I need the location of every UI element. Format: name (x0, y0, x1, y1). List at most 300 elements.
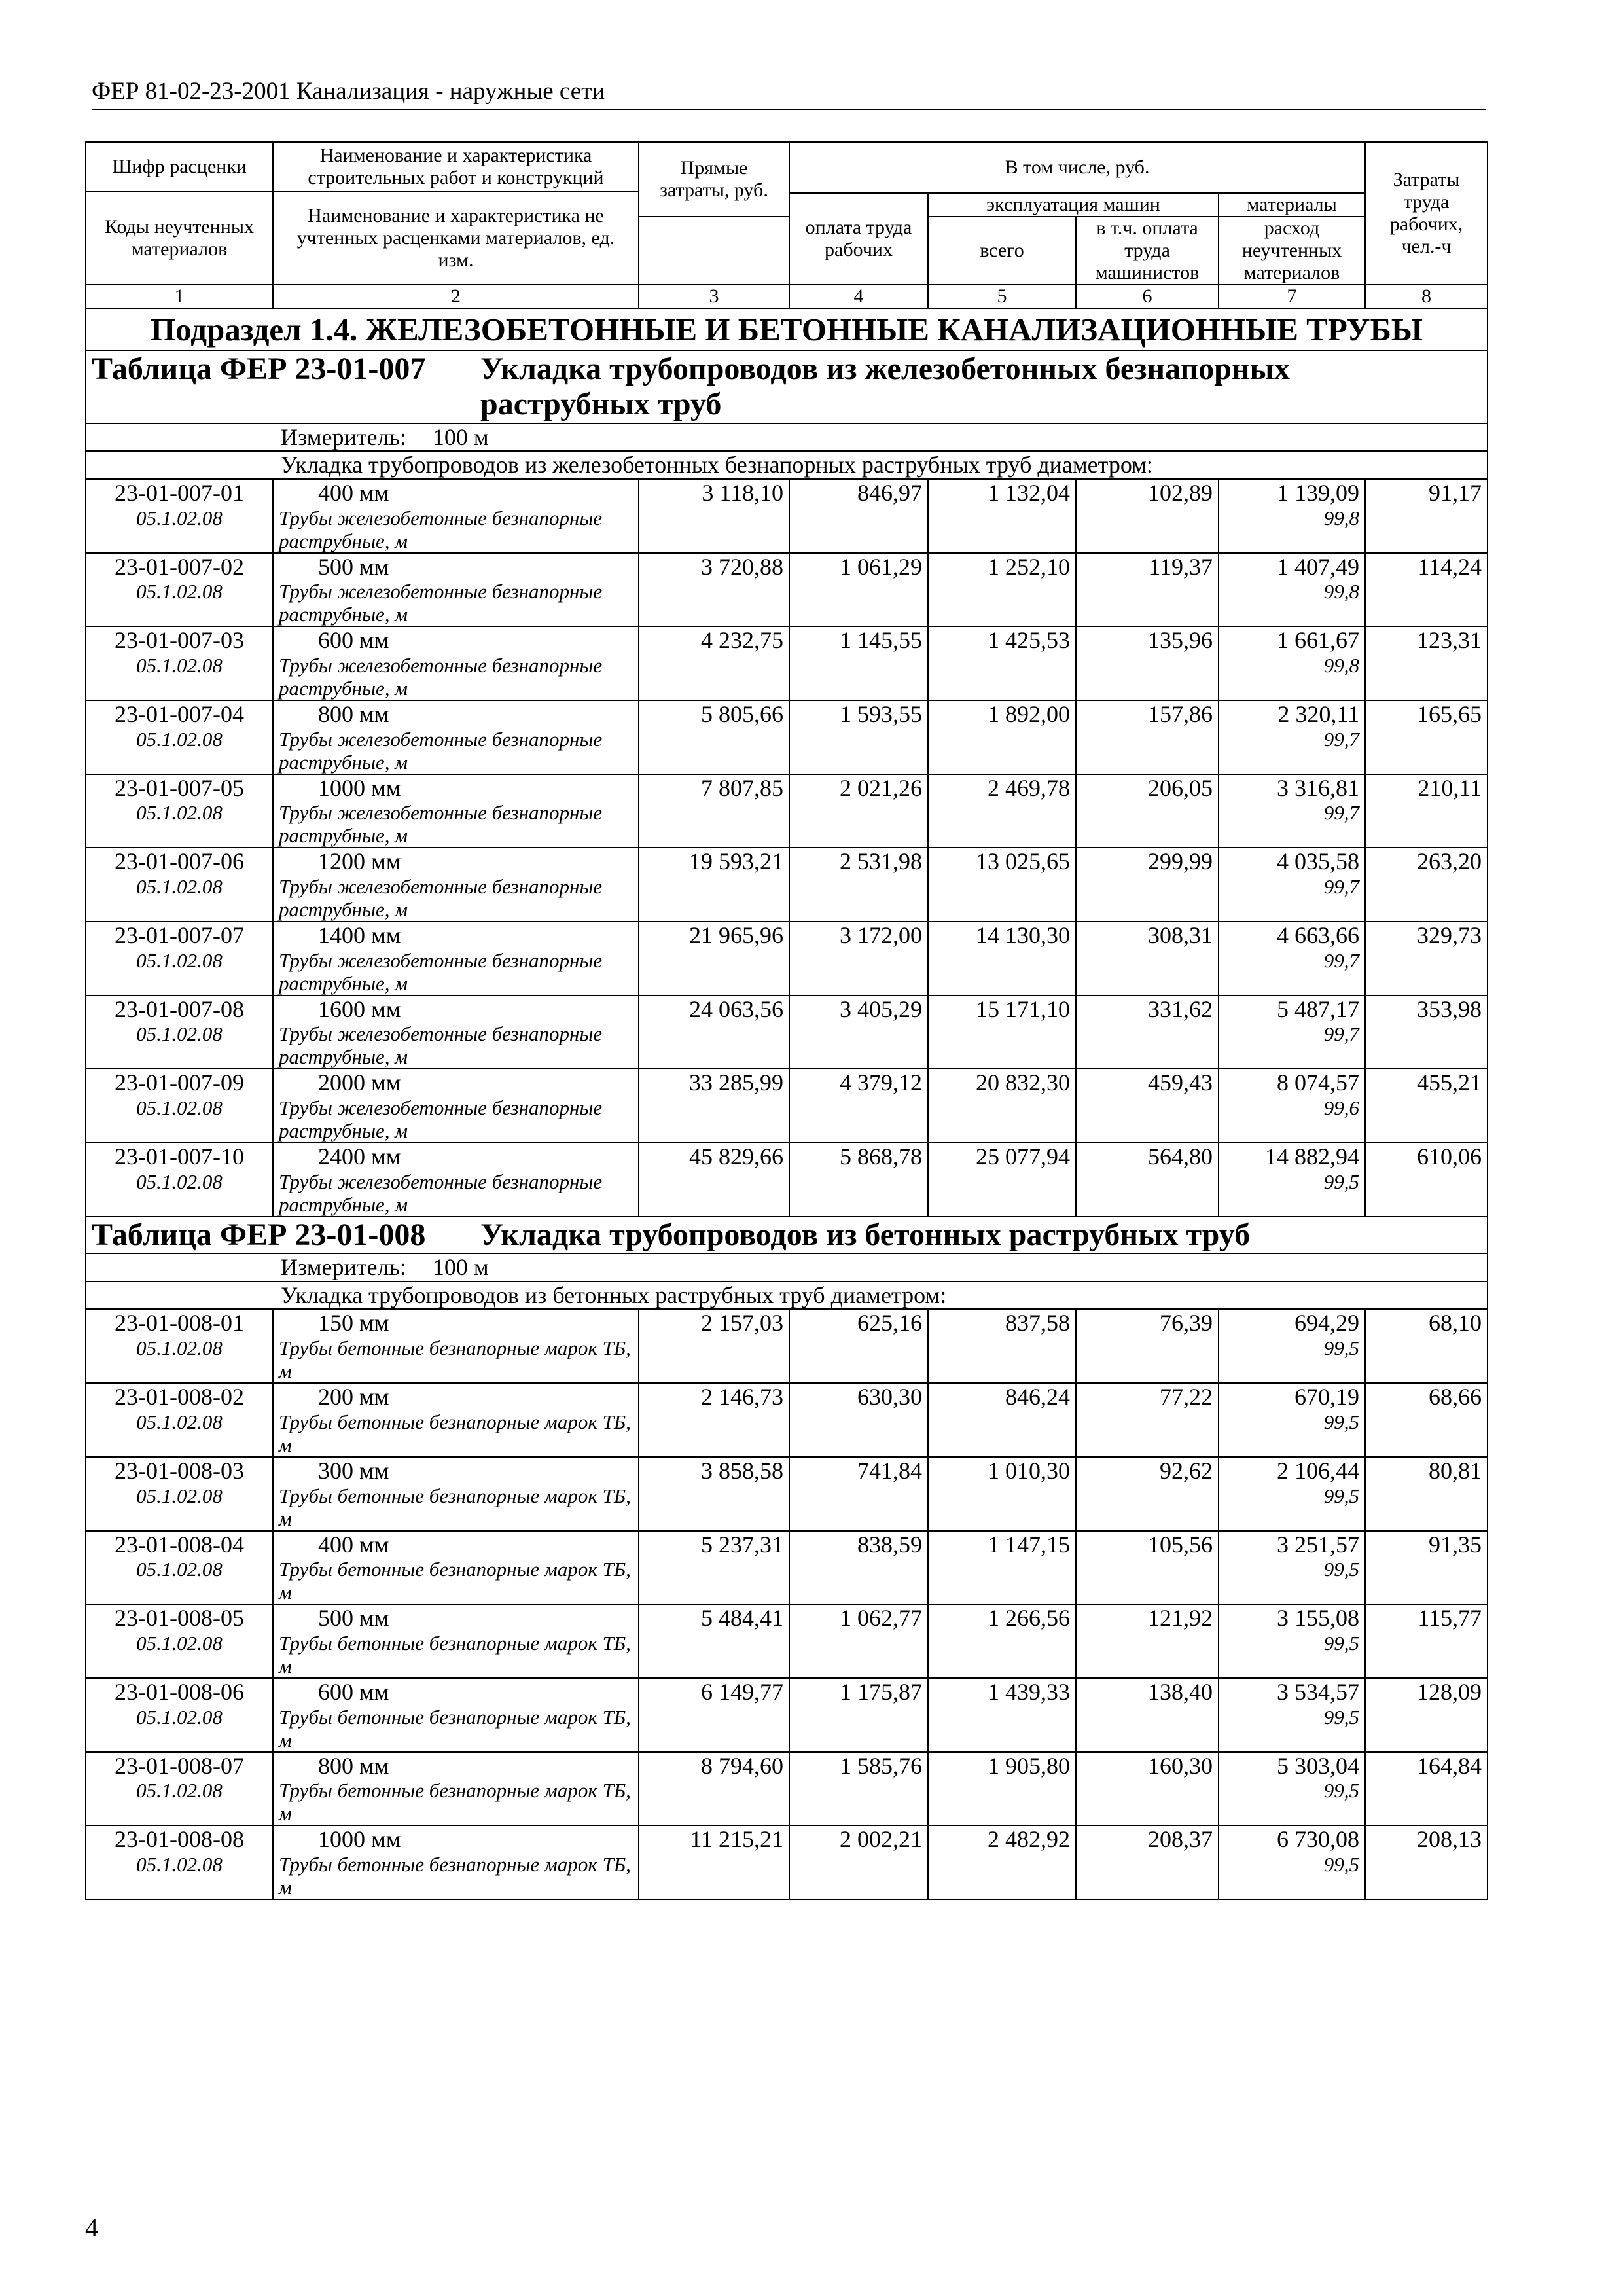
labor-hours: 68,10 (1365, 1309, 1488, 1383)
machines-total: 20 832,30 (928, 1069, 1076, 1143)
materials-cell (1219, 774, 1365, 848)
column-number: 8 (1365, 285, 1488, 308)
table-name: Укладка трубопроводов из бетонных раструбных труб (480, 1217, 1251, 1252)
material-quantity: 99,7 (1323, 1022, 1360, 1046)
machines-total: 1 252,10 (928, 553, 1076, 627)
materials-cost: 6 730,08 (1277, 1826, 1360, 1853)
subsection-title: Подраздел 1.4. ЖЕЛЕЗОБЕТОННЫЕ И БЕТОННЫЕ КАНАЛИЗАЦИОННЫЕ ТРУБЫ (86, 308, 1488, 351)
row-names (273, 1678, 639, 1752)
material-name: Трубы бетонные безнапорные марок ТБ, м (279, 1705, 631, 1751)
rate-code: 23-01-007-10 (115, 1143, 244, 1170)
materials-cost: 3 251,57 (1277, 1531, 1360, 1558)
materials-cell (1219, 1531, 1365, 1605)
labor-hours: 165,65 (1365, 700, 1488, 774)
material-code: 05.1.02.08 (136, 727, 223, 751)
labor-pay: 1 175,87 (789, 1678, 928, 1752)
header-material-consumption: расход неучтенных материалов (1219, 217, 1365, 285)
labor-hours: 329,73 (1365, 922, 1488, 996)
diameter-label: 300 мм (318, 1457, 389, 1484)
materials-cell (1219, 996, 1365, 1069)
table-row (86, 1457, 1488, 1531)
diameter-label: 1000 мм (318, 1826, 401, 1853)
row-names (273, 1752, 639, 1826)
row-names (273, 848, 639, 922)
diameter-label: 800 мм (318, 1752, 389, 1779)
machinists-pay: 138,40 (1076, 1678, 1219, 1752)
direct-costs: 5 237,31 (639, 1531, 789, 1605)
table-measure (86, 423, 1488, 452)
table-measure (86, 1253, 1488, 1282)
diameter-label: 150 мм (318, 1310, 389, 1336)
materials-cell (1219, 1678, 1365, 1752)
row-names (273, 1143, 639, 1217)
material-code: 05.1.02.08 (136, 653, 223, 677)
machinists-pay: 459,43 (1076, 1069, 1219, 1143)
labor-pay: 3 172,00 (789, 922, 928, 996)
diameter-label: 1200 мм (318, 848, 401, 875)
diameter-label: 1600 мм (318, 996, 401, 1022)
material-code: 05.1.02.08 (136, 1853, 223, 1876)
row-names (273, 1309, 639, 1383)
material-quantity: 99,5 (1323, 1558, 1360, 1581)
labor-pay: 4 379,12 (789, 1069, 928, 1143)
material-name: Трубы железобетонные безнапорные раструбные, м (279, 653, 603, 700)
rate-code: 23-01-008-06 (115, 1678, 244, 1705)
material-code: 05.1.02.08 (136, 875, 223, 899)
table-row (86, 922, 1488, 996)
rate-code: 23-01-007-02 (115, 553, 244, 580)
direct-costs: 21 965,96 (639, 922, 789, 996)
labor-pay: 1 593,55 (789, 700, 928, 774)
machines-total: 1 132,04 (928, 479, 1076, 553)
labor-hours: 164,84 (1365, 1752, 1488, 1826)
header-divider (92, 109, 1486, 110)
rate-code: 23-01-007-08 (115, 996, 244, 1022)
material-quantity: 99,5 (1323, 1853, 1360, 1876)
materials-cost: 5 303,04 (1277, 1752, 1360, 1779)
diameter-label: 600 мм (318, 1678, 389, 1705)
rate-code: 23-01-007-09 (115, 1069, 244, 1096)
diameter-label: 1000 мм (318, 774, 401, 801)
labor-hours: 91,35 (1365, 1531, 1488, 1605)
document-header-title: ФЕР 81-02-23-2001 Канализация - наружные сети (92, 78, 605, 105)
material-code: 05.1.02.08 (136, 1410, 223, 1433)
rate-code: 23-01-008-08 (115, 1826, 244, 1853)
machinists-pay: 102,89 (1076, 479, 1219, 553)
labor-pay: 630,30 (789, 1383, 928, 1457)
machines-total: 13 025,65 (928, 848, 1076, 922)
material-code: 05.1.02.08 (136, 1779, 223, 1803)
material-name: Трубы железобетонные безнапорные раструбные, м (279, 1170, 603, 1216)
row-codes (86, 1531, 273, 1605)
material-quantity: 99,7 (1323, 875, 1360, 899)
table-row (86, 1069, 1488, 1143)
material-quantity: 99,6 (1323, 1096, 1360, 1120)
header-machines-total: всего (928, 217, 1076, 285)
machines-total: 846,24 (928, 1383, 1076, 1457)
column-number: 5 (928, 285, 1076, 308)
labor-pay: 5 868,78 (789, 1143, 928, 1217)
measure-value: 100 м (432, 423, 489, 450)
direct-costs: 3 118,10 (639, 479, 789, 553)
material-name: Трубы бетонные безнапорные марок ТБ, м (279, 1631, 631, 1677)
materials-cell (1219, 1752, 1365, 1826)
rate-code: 23-01-007-03 (115, 627, 244, 654)
row-codes (86, 996, 273, 1069)
materials-cell (1219, 1825, 1365, 1899)
labor-pay: 2 021,26 (789, 774, 928, 848)
header-machinists-pay: в т.ч. оплата труда машинистов (1076, 217, 1219, 285)
machines-total: 2 482,92 (928, 1825, 1076, 1899)
machinists-pay: 206,05 (1076, 774, 1219, 848)
direct-costs: 4 232,75 (639, 626, 789, 700)
table-row (86, 479, 1488, 553)
material-name: Трубы железобетонные безнапорные раструбные, м (279, 801, 603, 848)
table-row (86, 1752, 1488, 1826)
machinists-pay: 121,92 (1076, 1604, 1219, 1678)
direct-costs: 5 484,41 (639, 1604, 789, 1678)
row-codes (86, 1069, 273, 1143)
table-caption: Укладка трубопроводов из железобетонных безнапорных раструбных труб диаметром: (86, 451, 1488, 479)
machinists-pay: 299,99 (1076, 848, 1219, 922)
materials-cost: 1 139,09 (1277, 479, 1360, 506)
header-code: Шифр расценки (86, 142, 273, 192)
machines-total: 1 425,53 (928, 626, 1076, 700)
materials-cost: 5 487,17 (1277, 996, 1360, 1022)
machines-total: 837,58 (928, 1309, 1076, 1383)
machines-total: 2 469,78 (928, 774, 1076, 848)
machines-total: 1 266,56 (928, 1604, 1076, 1678)
labor-pay: 2 531,98 (789, 848, 928, 922)
materials-cell (1219, 1457, 1365, 1531)
table-row (86, 1383, 1488, 1457)
material-name: Трубы бетонные безнапорные марок ТБ, м (279, 1779, 631, 1825)
table-row (86, 1825, 1488, 1899)
diameter-label: 500 мм (318, 1605, 389, 1632)
table-row (86, 1604, 1488, 1678)
rate-code: 23-01-008-04 (115, 1531, 244, 1558)
row-names (273, 1457, 639, 1531)
materials-cell (1219, 1309, 1365, 1383)
material-name: Трубы железобетонные безнапорные раструбные, м (279, 948, 603, 995)
row-codes (86, 479, 273, 553)
column-number: 2 (273, 285, 639, 308)
measure-value: 100 м (432, 1254, 489, 1281)
table-code: Таблица ФЕР 23-01-008 (92, 1217, 426, 1252)
material-name: Трубы железобетонные безнапорные раструбные, м (279, 727, 603, 774)
materials-cell (1219, 1143, 1365, 1217)
diameter-label: 500 мм (318, 553, 389, 580)
row-names (273, 1604, 639, 1678)
table-title (86, 351, 1488, 423)
labor-pay: 1 061,29 (789, 553, 928, 627)
rate-code: 23-01-008-01 (115, 1310, 244, 1336)
header-labor-hours: Затраты труда рабочих, чел.-ч (1365, 142, 1488, 285)
material-name: Трубы железобетонные безнапорные раструбные, м (279, 875, 603, 922)
row-codes (86, 553, 273, 627)
materials-cost: 1 661,67 (1277, 627, 1360, 654)
machinists-pay: 208,37 (1076, 1825, 1219, 1899)
row-codes (86, 626, 273, 700)
rate-code: 23-01-007-04 (115, 700, 244, 727)
row-codes (86, 1457, 273, 1531)
machinists-pay: 331,62 (1076, 996, 1219, 1069)
header-work-name: Наименование и характеристика строительных работ и конструкций (273, 142, 639, 192)
diameter-label: 1400 мм (318, 922, 401, 949)
direct-costs: 2 157,03 (639, 1309, 789, 1383)
diameter-label: 200 мм (318, 1384, 389, 1410)
material-code: 05.1.02.08 (136, 1705, 223, 1729)
direct-costs: 3 720,88 (639, 553, 789, 627)
row-codes (86, 774, 273, 848)
material-name: Трубы железобетонные безнапорные раструбные, м (279, 1022, 603, 1069)
row-codes (86, 848, 273, 922)
materials-cell (1219, 626, 1365, 700)
machinists-pay: 135,96 (1076, 626, 1219, 700)
table-row (86, 1678, 1488, 1752)
labor-hours: 68,66 (1365, 1383, 1488, 1457)
column-number: 6 (1076, 285, 1219, 308)
diameter-label: 400 мм (318, 479, 389, 506)
direct-costs: 8 794,60 (639, 1752, 789, 1826)
labor-pay: 741,84 (789, 1457, 928, 1531)
row-codes (86, 1143, 273, 1217)
row-names (273, 479, 639, 553)
table-name-line2: раструбных труб (480, 387, 722, 422)
labor-pay: 1 145,55 (789, 626, 928, 700)
table-row (86, 553, 1488, 627)
machines-total: 1 439,33 (928, 1678, 1076, 1752)
column-number: 1 (86, 285, 273, 308)
direct-costs: 24 063,56 (639, 996, 789, 1069)
direct-costs: 2 146,73 (639, 1383, 789, 1457)
table-row (86, 1531, 1488, 1605)
diameter-label: 400 мм (318, 1531, 389, 1558)
rate-code: 23-01-007-01 (115, 479, 244, 506)
material-name: Трубы железобетонные безнапорные раструбные, м (279, 580, 603, 626)
material-code: 05.1.02.08 (136, 1096, 223, 1120)
row-names (273, 553, 639, 627)
rate-code: 23-01-007-06 (115, 848, 244, 875)
header-group-label: В том числе, руб. (789, 142, 1365, 193)
rate-code: 23-01-008-03 (115, 1457, 244, 1484)
material-quantity: 99,7 (1323, 801, 1360, 825)
material-code: 05.1.02.08 (136, 506, 223, 529)
material-name: Трубы бетонные безнапорные марок ТБ, м (279, 1558, 631, 1604)
material-code: 05.1.02.08 (136, 1558, 223, 1581)
machinists-pay: 105,56 (1076, 1531, 1219, 1605)
table-row (86, 626, 1488, 700)
row-codes (86, 1678, 273, 1752)
rate-code: 23-01-008-07 (115, 1752, 244, 1779)
materials-cost: 2 106,44 (1277, 1457, 1360, 1484)
direct-costs: 11 215,21 (639, 1825, 789, 1899)
materials-cost: 2 320,11 (1277, 700, 1360, 727)
row-names (273, 774, 639, 848)
labor-hours: 353,98 (1365, 996, 1488, 1069)
labor-hours: 610,06 (1365, 1143, 1488, 1217)
row-codes (86, 1604, 273, 1678)
direct-costs: 7 807,85 (639, 774, 789, 848)
machinists-pay: 564,80 (1076, 1143, 1219, 1217)
materials-cost: 3 155,08 (1277, 1605, 1360, 1632)
header-labor-pay: оплата труда рабочих (789, 193, 928, 285)
material-quantity: 99,5 (1323, 1336, 1360, 1360)
labor-pay: 1 585,76 (789, 1752, 928, 1826)
diameter-label: 2000 мм (318, 1069, 401, 1096)
labor-pay: 625,16 (789, 1309, 928, 1383)
materials-cost: 670,19 (1294, 1384, 1360, 1410)
table-row (86, 774, 1488, 848)
table-row (86, 1143, 1488, 1217)
labor-pay: 838,59 (789, 1531, 928, 1605)
materials-cost: 14 882,94 (1265, 1143, 1360, 1170)
diameter-label: 800 мм (318, 700, 389, 727)
materials-cell (1219, 479, 1365, 553)
table-row (86, 700, 1488, 774)
materials-cost: 3 316,81 (1277, 774, 1360, 801)
material-quantity: 99,5 (1323, 1484, 1360, 1507)
measure-label: Измеритель: (281, 423, 406, 450)
header-material-codes: Коды неучтенных материалов (86, 192, 273, 285)
machines-total: 14 130,30 (928, 922, 1076, 996)
header-direct-costs: Прямые затраты, руб. (639, 142, 789, 217)
materials-cell (1219, 922, 1365, 996)
material-quantity: 99,5 (1323, 1631, 1360, 1655)
labor-hours: 91,17 (1365, 479, 1488, 553)
row-names (273, 1069, 639, 1143)
machines-total: 15 171,10 (928, 996, 1076, 1069)
materials-cost: 4 663,66 (1277, 922, 1360, 949)
materials-cost: 1 407,49 (1277, 553, 1360, 580)
rate-code: 23-01-008-02 (115, 1384, 244, 1410)
header-material-names: Наименование и характеристика не учтенных расценками материалов, ед. изм. (273, 192, 639, 285)
labor-pay: 846,97 (789, 479, 928, 553)
material-code: 05.1.02.08 (136, 1631, 223, 1655)
table-code: Таблица ФЕР 23-01-007 (92, 351, 426, 387)
material-quantity: 99,7 (1323, 727, 1360, 751)
materials-cell (1219, 700, 1365, 774)
diameter-label: 2400 мм (318, 1143, 401, 1170)
table-row (86, 996, 1488, 1069)
row-codes (86, 922, 273, 996)
material-quantity: 99,8 (1323, 506, 1360, 529)
row-names (273, 1531, 639, 1605)
material-quantity: 99,5 (1323, 1779, 1360, 1803)
labor-hours: 80,81 (1365, 1457, 1488, 1531)
materials-cost: 8 074,57 (1277, 1069, 1360, 1096)
column-number: 4 (789, 285, 928, 308)
row-names (273, 1383, 639, 1457)
direct-costs: 45 829,66 (639, 1143, 789, 1217)
machines-total: 25 077,94 (928, 1143, 1076, 1217)
machinists-pay: 77,22 (1076, 1383, 1219, 1457)
row-names (273, 996, 639, 1069)
material-name: Трубы железобетонные безнапорные раструбные, м (279, 506, 603, 552)
rate-code: 23-01-007-05 (115, 774, 244, 801)
row-names (273, 700, 639, 774)
material-code: 05.1.02.08 (136, 1170, 223, 1193)
material-name: Трубы бетонные безнапорные марок ТБ, м (279, 1336, 631, 1383)
material-quantity: 99,8 (1323, 653, 1360, 677)
row-codes (86, 1383, 273, 1457)
labor-hours: 123,31 (1365, 626, 1488, 700)
page-number: 4 (85, 2213, 98, 2242)
material-quantity: 99,8 (1323, 580, 1360, 603)
machines-total: 1 892,00 (928, 700, 1076, 774)
row-codes (86, 1825, 273, 1899)
material-quantity: 99,5 (1323, 1410, 1360, 1433)
table-row (86, 1309, 1488, 1383)
materials-cell (1219, 848, 1365, 922)
material-code: 05.1.02.08 (136, 948, 223, 972)
row-codes (86, 700, 273, 774)
machinists-pay: 157,86 (1076, 700, 1219, 774)
material-code: 05.1.02.08 (136, 1484, 223, 1507)
labor-pay: 3 405,29 (789, 996, 928, 1069)
table-row (86, 848, 1488, 922)
measure-label: Измеритель: (281, 1254, 406, 1281)
rate-code: 23-01-007-07 (115, 922, 244, 949)
material-name: Трубы бетонные безнапорные марок ТБ, м (279, 1484, 631, 1530)
row-names (273, 922, 639, 996)
material-code: 05.1.02.08 (136, 801, 223, 825)
materials-cost: 4 035,58 (1277, 848, 1360, 875)
labor-hours: 114,24 (1365, 553, 1488, 627)
labor-hours: 455,21 (1365, 1069, 1488, 1143)
rate-code: 23-01-008-05 (115, 1605, 244, 1632)
table-title (86, 1217, 1488, 1253)
column-number: 7 (1219, 285, 1365, 308)
row-codes (86, 1309, 273, 1383)
machines-total: 1 147,15 (928, 1531, 1076, 1605)
row-names (273, 626, 639, 700)
material-quantity: 99,7 (1323, 948, 1360, 972)
material-code: 05.1.02.08 (136, 1022, 223, 1046)
table-name: Укладка трубопроводов из железобетонных безнапорных (480, 351, 1290, 387)
table-body (86, 308, 1488, 1899)
direct-costs: 3 858,58 (639, 1457, 789, 1531)
diameter-label: 600 мм (318, 627, 389, 654)
materials-cell (1219, 1604, 1365, 1678)
materials-cost: 694,29 (1294, 1310, 1360, 1336)
material-code: 05.1.02.08 (136, 580, 223, 603)
materials-cell (1219, 1383, 1365, 1457)
machinists-pay: 119,37 (1076, 553, 1219, 627)
row-names (273, 1825, 639, 1899)
labor-hours: 208,13 (1365, 1825, 1488, 1899)
machines-total: 1 905,80 (928, 1752, 1076, 1826)
header-direct-spacer (639, 217, 789, 285)
material-name: Трубы бетонные безнапорные марок ТБ, м (279, 1853, 631, 1899)
labor-hours: 210,11 (1365, 774, 1488, 848)
material-name: Трубы бетонные безнапорные марок ТБ, м (279, 1410, 631, 1456)
machinists-pay: 92,62 (1076, 1457, 1219, 1531)
labor-hours: 263,20 (1365, 848, 1488, 922)
direct-costs: 5 805,66 (639, 700, 789, 774)
materials-cost: 3 534,57 (1277, 1678, 1360, 1705)
header-machines-group: эксплуатация машин (928, 193, 1219, 217)
price-table (85, 141, 1488, 1900)
column-number: 3 (639, 285, 789, 308)
machinists-pay: 308,31 (1076, 922, 1219, 996)
labor-pay: 2 002,21 (789, 1825, 928, 1899)
material-quantity: 99,5 (1323, 1705, 1360, 1729)
machinists-pay: 76,39 (1076, 1309, 1219, 1383)
material-name: Трубы железобетонные безнапорные раструбные, м (279, 1096, 603, 1143)
header-materials-group: материалы (1219, 193, 1365, 217)
table-caption: Укладка трубопроводов из бетонных раструбных труб диаметром: (86, 1282, 1488, 1310)
